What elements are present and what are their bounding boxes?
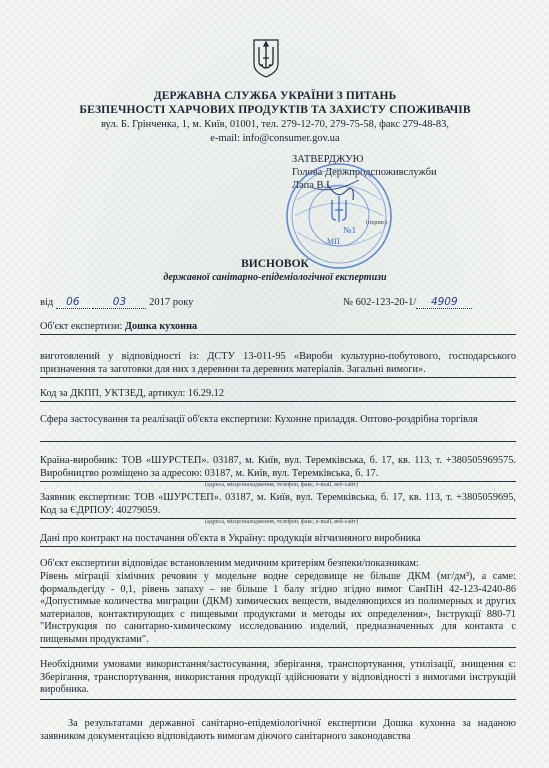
date-day: 06: [66, 296, 80, 308]
object-label: Об'єкт експертизи:: [40, 321, 123, 332]
divider: [40, 441, 516, 442]
date-prefix: від: [40, 297, 54, 308]
number-handwritten: 4909: [416, 296, 472, 309]
certificate-number: [343, 296, 472, 309]
approval-name: Лапа В.І.: [292, 180, 333, 191]
divider: [40, 377, 516, 378]
stamp-number: №1: [343, 225, 357, 235]
date-row: [40, 296, 193, 309]
divider: [40, 401, 516, 402]
criteria-heading: Об'єкт експертизи відповідає встановленим медичним критеріям безпеки/показникам:: [40, 558, 419, 569]
criteria-body: Рівень міграції хімічних речовин у модельне водне середовище не більше ДКМ (мг/дм³), а саме: формальдегіду - 0,1, рівень запаху – не більше 1 балу згідно згідно вимог СанПіН 42-123-4240-86 «Допустимые количества миграции (ДКМ) химических веществ, выделяющихся из полимерных и других материалов, контактирующих с пищевыми продуктами и методы их определения», Інструкції 880-71 "Инструкция по санитарно-химическому исследованию изделий, предназначенных для контакта с пищевыми продуктами".: [40, 571, 516, 645]
sphere-text: Сфера застосування та реалізації об'єкта експертизи: Кухонне приладдя. Оптово-роздрібна торгівля: [40, 414, 478, 425]
object-value: Дошка кухонна: [124, 321, 198, 332]
address-hint: (адреса, місцезнаходження, телефон, факс, e-mail, веб-сайт): [205, 519, 358, 525]
conclusion-text: За результатами державної санітарно-епідеміологічної експертизи Дошка кухонна за наданою заявником документацією відповідають вимогам діючого санітарного законодавства: [40, 718, 516, 742]
agency-name-line2: БЕЗПЕЧНОСТІ ХАРЧОВИХ ПРОДУКТІВ ТА ЗАХИСТУ СПОЖИВАЧІВ: [79, 104, 471, 116]
contract-text: Дані про контракт на постачання об'єкта в Україну: продукція вітчизняного виробника: [40, 533, 421, 544]
manufactured-text: виготовлений у відповідності із: ДСТУ 13-011-95 «Вироби культурно-побутового, господарського призначення та заготовки для них з деревини та деревних матеріалів. Загальні вимоги».: [40, 351, 516, 375]
approval-heading: ЗАТВЕРДЖУЮ: [292, 154, 364, 165]
approval-position: Голова Держпродспоживслужби: [292, 167, 437, 178]
document-subtitle: державної санітарно-епідеміологічної експертизи: [163, 272, 387, 283]
date-month: 03: [112, 296, 127, 308]
country-text: Країна-виробник: ТОВ «ШУРСТЕП». 03187, м. Київ, вул. Теремківська, б. 17, кв. 113, т. +380505969575. Виробництво розміщено за адресою: 03187, м. Київ, вул. Теремківська, б. 17.: [40, 455, 516, 479]
agency-email: e-mail: info@consumer.gov.ua: [210, 133, 340, 144]
trident-emblem-icon: [252, 38, 280, 78]
number-prefix: № 602-123-20-1/: [343, 297, 417, 308]
official-stamp: [283, 160, 395, 272]
object-row: [40, 321, 516, 334]
divider: [40, 334, 516, 335]
agency-address: вул. Б. Грінченка, 1, м. Київ, 01001, тел. 279-12-70, 279-75-58, факс 279-48-83,: [100, 119, 450, 130]
signature-caption: (підпис): [366, 220, 388, 226]
document-title: ВИСНОВОК: [241, 258, 309, 270]
divider: [40, 699, 516, 700]
address-hint: (адреса, місцезнаходження, телефон, факс, e-mail, веб-сайт): [205, 482, 358, 488]
stamp-mp: МП: [327, 237, 340, 246]
applicant-text: Заявник експертизи: ТОВ «ШУРСТЕП». 03187, м. Київ, вул. Теремківська, б. 17, кв. 113, т. +3805059695, Код за ЄДРПОУ: 40279059.: [40, 492, 516, 516]
divider: [40, 647, 516, 648]
agency-name-line1: ДЕРЖАВНА СЛУЖБА УКРАЇНИ З ПИТАНЬ: [153, 90, 397, 102]
conditions-text: Необхідними умовами використання/застосування, зберігання, транспортування, утилізації, знищення є: Зберігання, транспортування, використання продукції здійснювати у відповідності з вимогами інструкцій виробника.: [40, 659, 516, 696]
date-year: 2017 року: [149, 297, 194, 308]
divider: [40, 546, 516, 547]
code-text: Код за ДКПП, УКТЗЕД, артикул: 16.29.12: [40, 388, 224, 399]
